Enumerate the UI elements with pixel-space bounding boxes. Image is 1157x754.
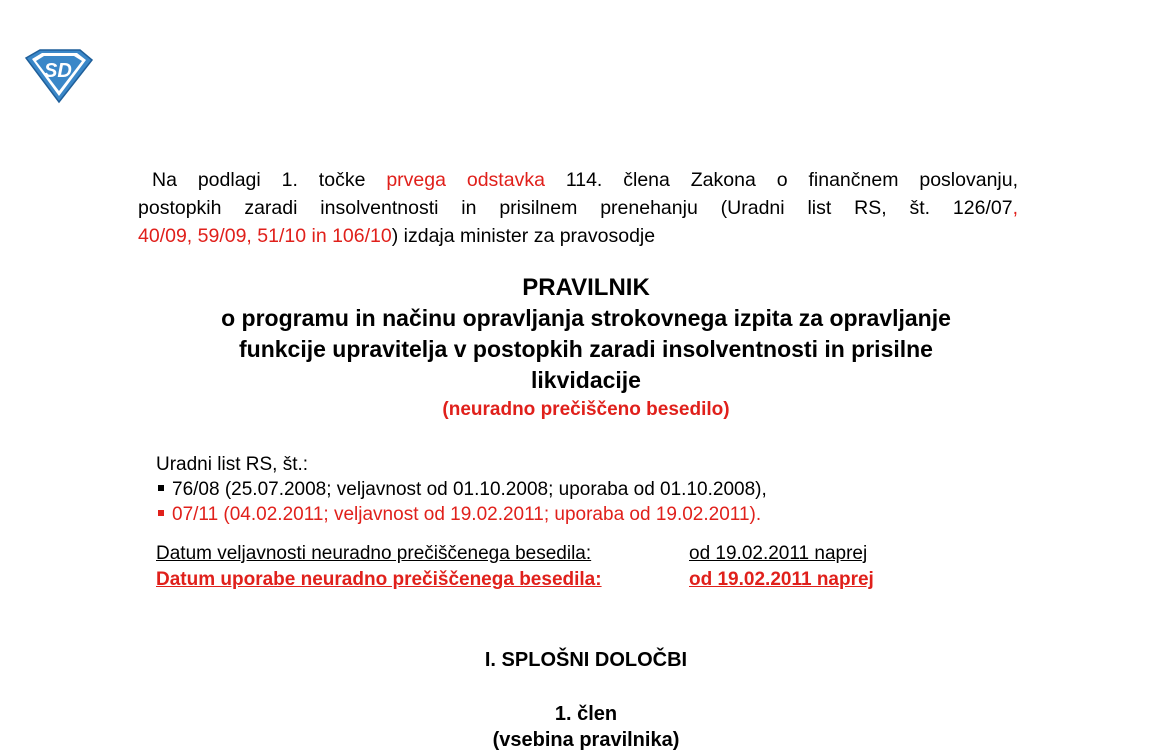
link-amendments[interactable]: 40/09, 59/09, 51/10 in 106/10	[138, 225, 392, 247]
gazette-item[interactable]: 07/11 (04.02.2011; veljavnost od 19.02.2011; uporaba od 19.02.2011).	[156, 502, 767, 527]
intro-paragraph: Na podlagi 1. točke prvega odstavka 114. člena Zakona o finančnem poslovanju, postopkih zaradi insolventnosti in prisilnem prenehanju (Uradni list RS, št. 126/07, 40/09, 59/09, 51/10 in 106/10) izdaja minister za pravosodje	[138, 169, 1019, 247]
title-line-3: likvidacije	[531, 367, 641, 393]
title-line-1: o programu in načinu opravljanja strokovnega izpita za opravljanje	[221, 305, 951, 331]
gazette-heading: Uradni list RS, št.:	[156, 454, 309, 475]
article-subtitle: (vsebina pravilnika)	[492, 729, 680, 751]
gazette-item: 76/08 (25.07.2008; veljavnost od 01.10.2008; uporaba od 01.10.2008),	[156, 477, 767, 502]
document-title	[138, 272, 1034, 424]
section-heading: I. SPLOŠNI DOLOČBI	[484, 649, 688, 671]
title-line-2: funkcije upravitelja v postopkih zaradi insolventnosti in prisilne	[239, 336, 933, 362]
bullet-icon	[158, 485, 164, 491]
title-status: (neuradno prečiščeno besedilo)	[442, 399, 730, 420]
validity-dates	[156, 541, 874, 593]
application-value: od 19.02.2011 naprej	[689, 569, 874, 590]
sd-logo	[22, 48, 96, 104]
application-label: Datum uporabe neuradno prečiščenega besedila:	[156, 569, 602, 590]
bullet-icon	[158, 510, 164, 516]
title-main: PRAVILNIK	[522, 274, 650, 301]
gazette-list	[156, 452, 767, 527]
validity-value: od 19.02.2011 naprej	[689, 543, 868, 564]
link-prvega-odstavka[interactable]: prvega odstavka	[386, 169, 545, 191]
article-number: 1. člen	[554, 703, 618, 725]
validity-label: Datum veljavnosti neuradno prečiščenega besedila:	[156, 543, 592, 564]
logo-text: SD	[44, 60, 72, 82]
